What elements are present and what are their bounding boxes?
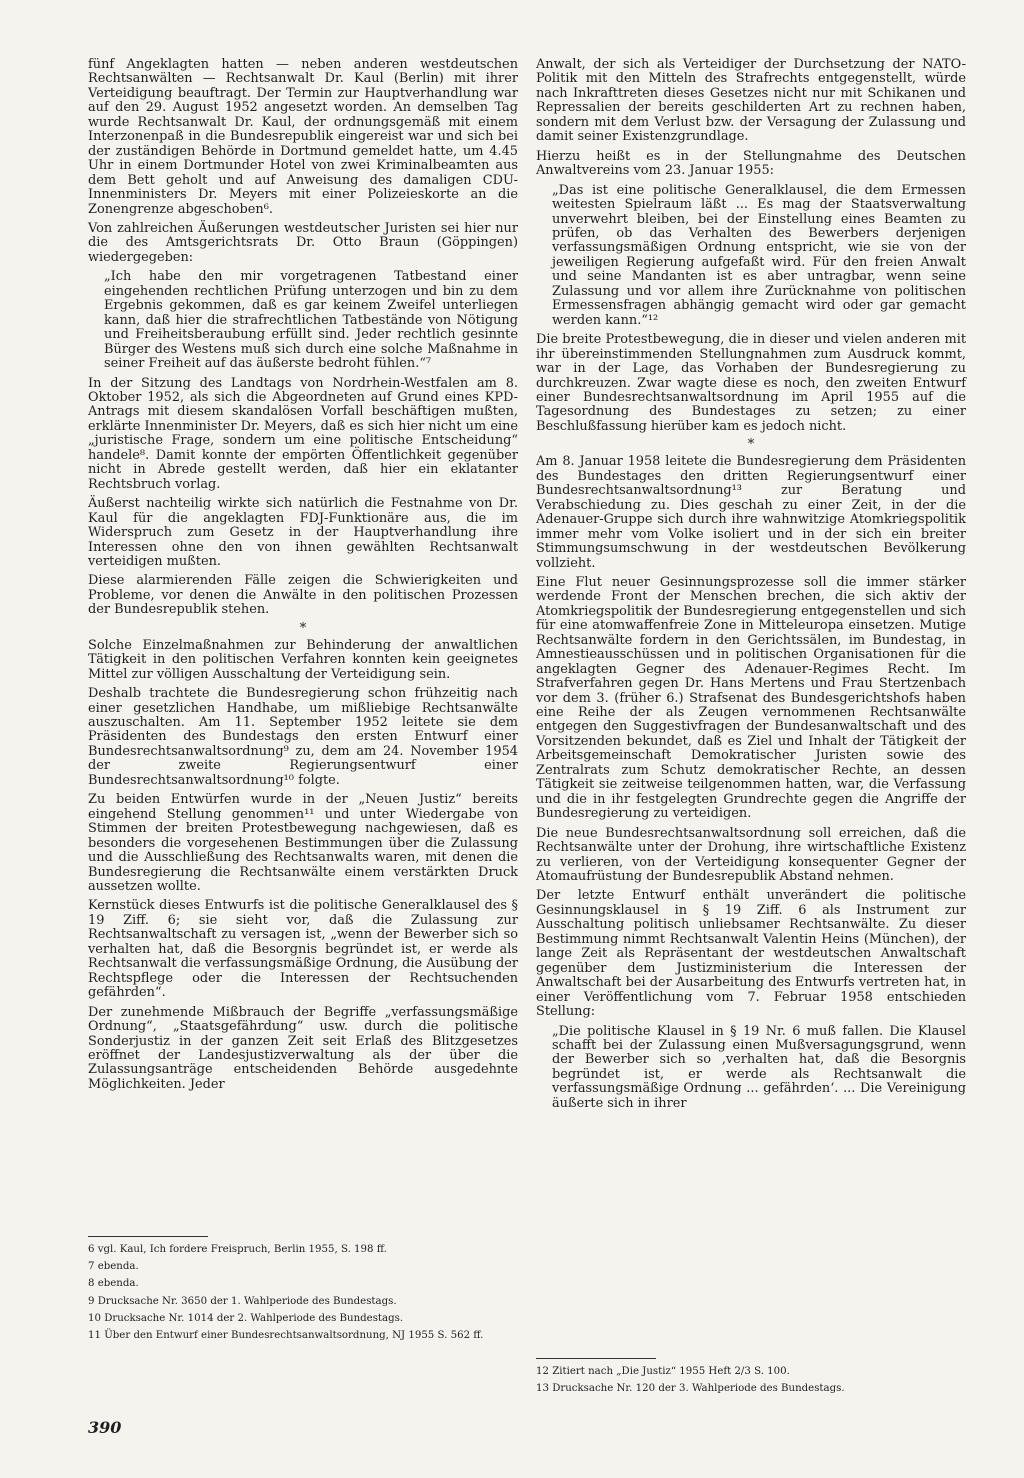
paragraph: Zu beiden Entwürfen wurde in der „Neuen Justiz“ bereits eingehend Stellung genommen¹¹ und unter Wiedergabe von Stimmen der breiten Protestbewegung nachgewiesen, daß es besonders die vorgesehenen Bestimmungen über die Zulassung und die Ausschließung des Rechtsanwalts waren, mit denen die Bundesregierung die Rechtsanwälte einem verstärkten Druck aussetzen wollte. [88,792,518,895]
block-quote: „Ich habe den mir vorgetragenen Tatbestand einer eingehenden rechtlichen Prüfung unterzogen und bin zu dem Ergebnis gekommen, daß es gar keinem Zweifel unterliegen kann, daß hier die strafrechtlichen Tatbestände von Nötigung und Freiheitsberaubung erfüllt sind. Jeder rechtlich gesinnte Bürger des Westens muß sich durch eine solche Maßnahme in seiner Freiheit auf das äußerste bedroht fühlen.“⁷ [104,269,518,372]
paragraph: Der letzte Entwurf enthält unverändert die politische Gesinnungsklausel in § 19 Ziff. 6 als Instrument zur Ausschaltung politisch unliebsamer Rechtsanwälte. Zu dieser Bestimmung nimmt Rechtsanwalt Valentin Heins (München), der lange Zeit als Repräsentant der westdeutschen Anwaltschaft gegenüber dem Justizministerium die Interessen der Anwaltschaft bei der Ausarbeitung des Entwurfs vertreten hat, in einer Veröffentlichung vom 7. Februar 1958 entschieden Stellung: [536,888,966,1020]
paragraph: Deshalb trachtete die Bundesregierung schon frühzeitig nach einer gesetzlichen Handhabe, um mißliebige Rechtsanwälte auszuschalten. Am 11. September 1952 leitete sie dem Präsidenten des Bundestags den ersten Entwurf einer Bundesrechtsanwaltsordnung⁹ zu, dem am 24. November 1954 der zweite Regierungsentwurf einer Bundesrechtsanwaltsordnung¹⁰ folgte. [88,686,518,788]
footnote: 13 Drucksache Nr. 120 der 3. Wahlperiode des Bundestags. [536,1383,845,1395]
paragraph: Am 8. Januar 1958 leitete die Bundesregierung dem Präsidenten des Bundestages den dritten Regierungsentwurf einer Bundesrechtsanwaltsordnung¹³ zur Beratung und Verabschiedung zu. Dies geschah zu einer Zeit, in der die Adenauer-Gruppe sich durch ihre wahnwitzige Atomkriegspolitik immer mehr vom Volke isoliert und in der sich ein breiter Stimmungsumschwung in der westdeutschen Bevölkerung vollzieht. [536,454,966,571]
left-footnotes [88,1230,518,1346]
block-quote: „Die politische Klausel in § 19 Nr. 6 muß fallen. Die Klausel schafft bei der Zulassung einen Mußversagungsgrund, wenn der Bewerber sich so ‚verhalten hat, daß die Besorgnis begründet ist, er werde als Rechtsanwalt die verfassungsmäßige Ordnung ... gefährden‘. ... Die Vereinigung äußerte sich in ihrer [552,1023,966,1111]
paragraph: Die neue Bundesrechtsanwaltsordnung soll erreichen, daß die Rechtsanwälte unter der Drohung, ihre wirtschaftliche Existenz zu verlieren, von der Verteidigung konsequenter Gegner der Atomaufrüstung der Bundesrepublik Abstand nehmen. [536,825,966,885]
paragraph: Kernstück dieses Entwurfs ist die politische Generalklausel des § 19 Ziff. 6; sie sieht vor, daß die Zulassung zur Rechtsanwaltschaft zu versagen ist, „wenn der Bewerber sich so verhalten hat, daß die Besorgnis begründet ist, er werde als Rechtsanwalt die verfassungsmäßige Ordnung, die Ausübung der Rechtspflege oder die Interessen der Rechtsuchenden gefährden“. [88,898,518,1001]
block-quote: „Das ist eine politische Generalklausel, die dem Ermessen weitesten Spielraum läßt ... Es mag der Staatsverwaltung unverwehrt bleiben, bei der Einstellung eines Beamten zu prüfen, ob das Verhalten des Bewerbers derjenigen verfassungsmäßigen Ordnung entspricht, wie sie von der jeweiligen Regierung aufgefaßt wird. Für den freien Anwalt und seine Mandanten ist es aber untragbar, wenn seine Zulassung und vor allem ihre Zurücknahme von politischen Ermessensfragen abhängig gemacht wird oder gar gemacht werden kann.“¹² [552,182,966,328]
paragraph: Solche Einzelmaßnahmen zur Behinderung der anwaltlichen Tätigkeit in den politischen Verfahren konnten kein geeignetes Mittel zur völligen Ausschaltung der Verteidigung sein. [88,637,518,682]
section-separator: * [299,620,307,636]
footnote: 8 ebenda. [88,1278,139,1290]
paragraph: Anwalt, der sich als Verteidiger der Durchsetzung der NATO-Politik mit den Mitteln des Strafrechts entgegenstellt, würde nach Inkrafttreten dieses Gesetzes nicht nur mit Schikanen und Repressalien der bereits geschilderten Art zu rechnen haben, sondern mit dem Verlust bzw. der Versagung der Zulassung und damit seiner Existenzgrundlage. [536,57,966,145]
footnote: 7 ebenda. [88,1261,139,1273]
footnote: 12 Zitiert nach „Die Justiz“ 1955 Heft 2/3 S. 100. [536,1366,790,1377]
paragraph: Von zahlreichen Äußerungen westdeutscher Juristen sei hier nur die des Amtsgerichtsrats Dr. Otto Braun (Göppingen) wiedergegeben: [88,220,518,265]
footnote: 11 Über den Entwurf einer Bundesrechtsanwaltsordnung, NJ 1955 S. 562 ff. [88,1330,484,1342]
right-text-column [536,58,966,1116]
paragraph: Der zunehmende Mißbrauch der Begriffe „verfassungsmäßige Ordnung“, „Staatsgefährdung“ usw. durch die politische Sonderjustiz in der ganzen Zeit seit Erlaß des Blitzgesetzes eröffnet der Landesjustizverwaltung als der über die Zulassungsanträge entscheidenden Behörde ausgedehnte Möglichkeiten. Jeder [88,1004,518,1092]
right-footnotes [536,1352,966,1399]
footnote: 10 Drucksache Nr. 1014 der 2. Wahlperiode des Bundestags. [88,1312,404,1324]
footnote: 9 Drucksache Nr. 3650 der 1. Wahlperiode des Bundestags. [88,1295,397,1307]
paragraph: Die breite Protestbewegung, die in dieser und vielen anderen mit ihr übereinstimmenden Stellungnahmen zum Ausdruck kommt, war in der Lage, das Vorhaben der Bundesregierung zu durchkreuzen. Zwar wagte diese es noch, den zweiten Entwurf einer Bundesrechtsanwaltsordnung im April 1955 auf die Tagesordnung des Bundestages zu setzen; zu einer Beschlußfassung hierüber kam es jedoch nicht. [536,332,966,434]
paragraph: Hierzu heißt es in der Stellungnahme des Deutschen Anwaltvereins vom 23. Januar 1955: [536,148,966,179]
paragraph: In der Sitzung des Landtags von Nordrhein-Westfalen am 8. Oktober 1952, als sich die Abgeordneten auf Grund eines KPD-Antrags mit diesem skandalösen Vorfall beschäftigen mußten, erklärte Innenminister Dr. Meyers, daß es sich hier nicht um eine „juristische Frage, sondern um eine politische Entscheidung“ handele⁸. Damit konnte der empörten Öffentlichkeit gegenüber nicht in Abrede gestellt werden, daß hier ein eklatanter Rechtsbruch vorlag. [88,375,518,492]
page-number: 390 [88,1418,122,1437]
paragraph: Eine Flut neuer Gesinnungsprozesse soll die immer stärker werdende Front der Menschen brechen, die sich aktiv der Atomkriegspolitik der Bundesregierung entgegenstellen und sich für eine atomwaffenfreie Zone in Mitteleuropa einsetzen. Mutige Rechtsanwälte fordern in den Gerichtssälen, im Bundestag, in Amnestieausschüssen und in politischen Organisationen für die angeklagten Gegner des Adenauer-Regimes Recht. Im Strafverfahren gegen Dr. Hans Mertens und Frau Stertzenbach vor dem 3. (früher 6.) Strafsenat des Bundesgerichtshofs haben eine Reihe der als Zeugen vernommenen Rechtsanwälte entgegen den Suggestivfragen der Bundesanwaltschaft und des Vorsitzenden bekundet, daß es Ziel und Inhalt der Tätigkeit der Arbeitsgemeinschaft Demokratischer Juristen sowie des Zentralrats zum Schutz demokratischer Rechte, an dessen Tätigkeit sie zeitweise teilgenommen hatten, war, die Verfassung und die in ihr festgelegten Grundrechte gegen die Angriffe der Bundesregierung zu verteidigen. [536,574,966,822]
footnote-rule [88,1236,208,1237]
paragraph: Äußerst nachteilig wirkte sich natürlich die Festnahme von Dr. Kaul für die angeklagten FDJ-Funktionäre aus, die im Widerspruch zum Gesetz in der Hauptverhandlung ihre Interessen ohne den von ihnen gewählten Rechtsanwalt verteidigen mußten. [88,496,518,569]
paragraph: Diese alarmierenden Fälle zeigen die Schwierigkeiten und Probleme, vor denen die Anwälte in den politischen Prozessen der Bundesrepublik stehen. [88,573,518,618]
section-separator: * [747,437,755,453]
footnote-rule [536,1358,656,1359]
paragraph: fünf Angeklagten hatten — neben anderen westdeutschen Rechtsanwälten — Rechtsanwalt Dr. Kaul (Berlin) mit ihrer Verteidigung beauftragt. Der Termin zur Hauptverhandlung war auf den 29. August 1952 angesetzt worden. An demselben Tag wurde Rechtsanwalt Dr. Kaul, der ordnungsgemäß mit einem Interzonenpaß in die Bundesrepublik eingereist war und sich bei der zuständigen Behörde in Dortmund gemeldet hatte, um 4.45 Uhr in einem Dortmunder Hotel von zwei Kriminalbeamten aus dem Bett geholt und auf Anweisung des damaligen CDU-Innenministers Dr. Meyers mit einer Polizeieskorte an die Zonengrenze abgeschoben⁶. [88,57,518,217]
footnote: 6 vgl. Kaul, Ich fordere Freispruch, Berlin 1955, S. 198 ff. [88,1244,387,1255]
left-text-column [88,58,518,1097]
